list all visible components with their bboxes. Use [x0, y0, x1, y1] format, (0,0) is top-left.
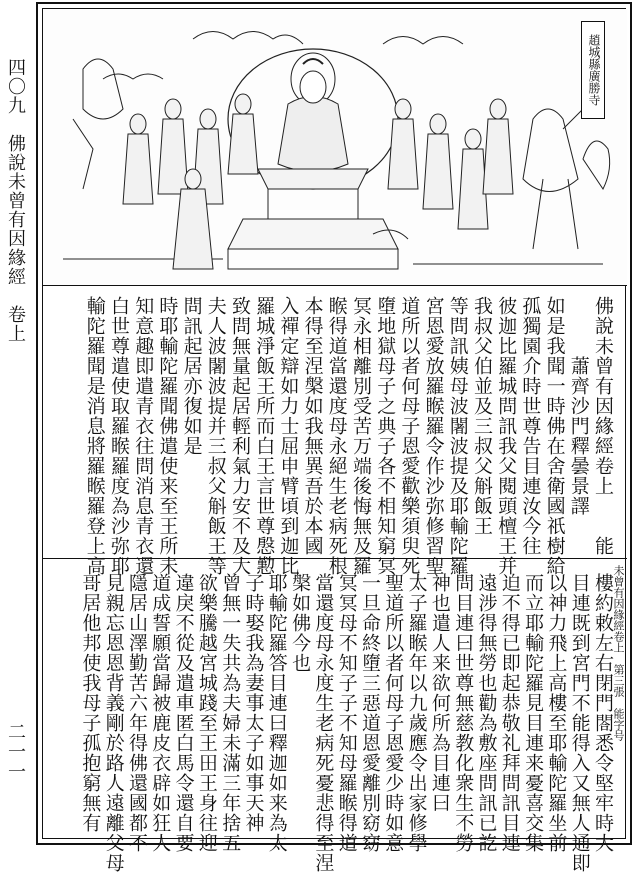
margin-header: [2, 58, 28, 343]
text-column: 一旦命終墮三惡道恩愛離別窈窈: [359, 573, 381, 853]
text-column: 本得至涅槃如我無異吾於本國: [301, 296, 324, 556]
text-column: 以神力飛上高樓至耶輸陀羅坐前: [545, 573, 568, 853]
text-column: 等問訊姨母波闍波提及耶輸陀羅: [446, 296, 469, 576]
page-frame-inner: [42, 8, 626, 873]
text-column: 違戾不從及遣車匿白馬令還自要: [172, 573, 195, 853]
text-column: 輸陀羅聞是消息將羅睺羅登上高: [83, 296, 106, 576]
text-column: 致問無量起居輕利氣力安不及大: [229, 296, 251, 576]
text-column: 冥永相離別受苦万端後悔無及羅: [350, 296, 372, 576]
text-column: 夫人波闍波提并三叔父斛飯王等: [204, 296, 227, 576]
text-column: 當還度母永度生老病死憂悲得至涅: [312, 573, 335, 873]
text-column: 太子羅睺年以九歲應令出家修學: [405, 573, 428, 853]
text-column: 入禪定辯如力士屈申臂頃到迦比: [277, 296, 300, 576]
text-column: 孤獨園介時世尊告目連汝今往: [519, 296, 542, 556]
text-column: 蕭齊沙門釋曇景譯: [567, 296, 590, 516]
frontispiece-illustration: [43, 9, 627, 286]
volume-number: 四〇九: [5, 58, 26, 115]
text-column: 我叔父伯並及三叔父斛飯王: [471, 296, 493, 536]
text-column: 彼迦比羅城問訊我父閱頭檀王并: [495, 296, 518, 576]
text-column: 墮地獄母子之典子各不相知窮冥: [374, 296, 397, 576]
text-column: 耶輸陀羅答目連曰釋迦如来為太: [265, 573, 288, 853]
text-column: 白世尊遣使取羅睺羅度為沙弥耶: [108, 296, 130, 576]
text-column: 道成誓願當歸被鹿皮衣辟如狂人: [149, 573, 172, 853]
text-column: 羅城淨飯王所而白王言世尊慇懃: [253, 296, 276, 576]
text-column: 神也遣人来欲何所為目連曰: [428, 573, 451, 813]
text-column: 樓約敕左右閉門閤悉令堅牢時大: [592, 573, 614, 853]
page-frame: [36, 2, 632, 873]
text-column: 遠涉得無勞也勸為敷座問訊已訖: [475, 573, 498, 853]
text-column: 目連既到宮門不能得入又無人通即: [568, 573, 591, 873]
text-column: 問訊起居亦復如是: [180, 296, 203, 456]
text-panel-lower: [43, 559, 627, 873]
text-column: 欲樂騰越宮城踐至王田王身往迎: [195, 573, 218, 853]
text-column: 曾無一失共為夫婦未滿三年捨五: [219, 573, 242, 853]
text-panel-upper: [43, 286, 627, 576]
text-column: 見親忘恩恩背義剛於路人遠離父母: [102, 573, 125, 873]
text-column: 知意趣即遣青衣往問消息青衣還: [132, 296, 155, 576]
text-column: 哥居他邦使我母子孤抱窮無有: [79, 573, 102, 833]
text-column: 時耶輸陀羅聞佛遣使来至王所未: [156, 296, 179, 576]
text-column: 而立耶輸陀羅見目連来憂喜交集: [522, 573, 545, 853]
text-column: 睺得道當還度母永絕生老病死根: [325, 296, 348, 576]
text-column: 如是我聞一時佛在舍衛國祇樹給: [543, 296, 566, 576]
text-column: 道所以者何母子恩愛歡樂須臾死: [398, 296, 421, 576]
text-column: 槃如佛今也: [289, 573, 312, 673]
block-sidenote: 未曾有因緣經卷上 第三張 能字号: [612, 565, 625, 741]
text-column: 隱居山澤勤苦六年得佛還國都不: [126, 573, 148, 853]
text-column: 冥冥母不知子子不知母羅睺得道: [335, 573, 358, 853]
text-column: 迫不得已即起恭敬礼拜問訊目連: [498, 573, 521, 853]
text-column: 宮恩愛放羅睺羅令作沙弥修習聖: [422, 296, 445, 576]
buddha-assembly-image: [43, 9, 627, 285]
text-column: 佛說未曾有因緣經卷上 能: [592, 296, 614, 556]
temple-cartouche: 趙城縣廣勝寺: [581, 21, 605, 119]
text-column: 子時娶我為妻事太子如事天神: [242, 573, 265, 833]
text-column: 聖道所以者何母子恩愛少時如意: [382, 573, 405, 853]
page-number: 二一一: [5, 722, 26, 782]
text-column: 問目連曰世尊無慈教化衆生不勞: [452, 573, 475, 853]
sutra-title: 佛說未曾有因緣經 卷上: [5, 134, 26, 343]
